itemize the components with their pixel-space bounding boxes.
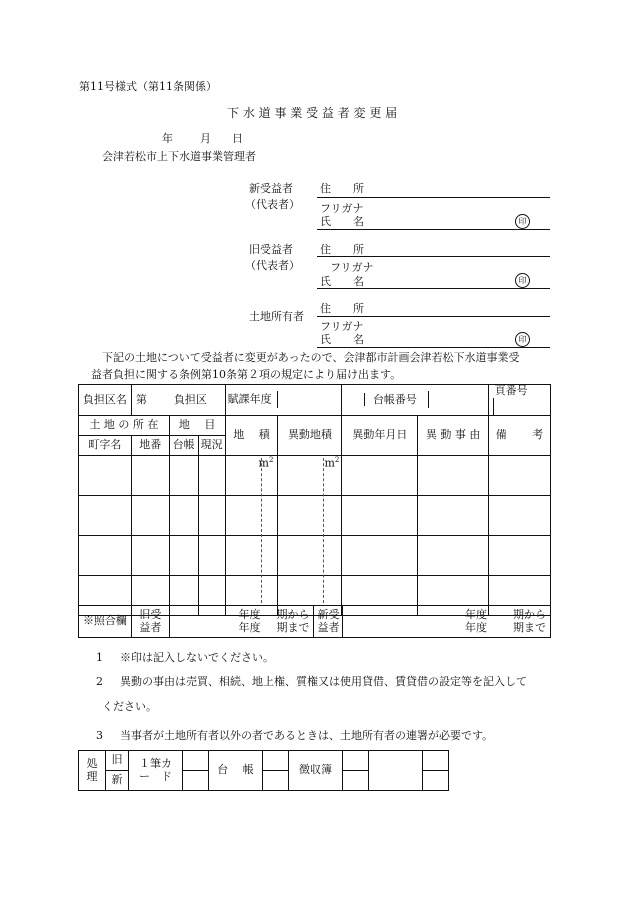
new-address-label: 住 所 [320,182,364,195]
landowner-address-line [317,316,550,317]
reference-label: ※照合欄 [79,606,132,638]
old-beneficiary-label: 旧受益者 [249,243,293,256]
land-category-header: 地 目 [169,415,225,435]
dai-label: 第 [135,392,147,406]
reference-table [78,605,551,638]
page-number-label: 頁番号 [494,384,528,397]
body-text-line-1: 下記の土地について受益者に変更があったので、会津都市計画会津若松下水道事業受 [102,351,520,364]
note-2b: ください。 [102,700,157,713]
remarks-header: 備 考 [489,415,551,455]
old-name-line [317,288,550,289]
land-location-header: 土 地 の 所 在 [79,415,170,435]
processing-new-label: 新 [106,771,129,791]
reference-new-period: 年度 期から 年度 期まで [343,606,551,638]
burden-area-label: 負担区 [173,392,207,406]
note-3: 当事者が土地所有者以外の者であるときは、土地所有者の連署が必要です。 [120,729,494,742]
old-address-line [317,256,550,257]
note-2a: 異動の事由は売買、相続、地上権、質権又は使用貸借、賃貸借の設定等を記入して [120,675,527,688]
changed-area-dashed-divider [323,458,324,603]
processing-ledger-label: 台 帳 [209,751,263,791]
new-name-label: 氏 名 [320,215,364,228]
new-name-line [317,229,550,230]
ledger-number-cell [342,385,489,416]
area-header: 地 積 [225,415,278,455]
area-unit: $m^2$ [225,455,278,495]
collection-book-label: 徴収簿 [289,751,343,791]
table-row [79,495,551,535]
old-seal-mark: 印 [515,273,530,288]
new-furigana-label: フリガナ [320,202,364,215]
burden-area-cell [131,385,225,416]
page-title: 下 水 道 事 業 受 益 者 変 更 届 [227,106,398,120]
old-address-label: 住 所 [320,243,364,256]
new-address-line [317,197,550,198]
burden-area-name-label: 負担区名 [79,385,132,416]
lot-number-header: 地番 [131,435,169,455]
landowner-furigana-label: フリガナ [320,320,364,333]
processing-old-label: 旧 [106,751,129,771]
changed-area-header: 異動地積 [278,415,342,455]
note-1-number: 1 [96,651,103,664]
date-year: 年 [162,132,173,145]
card-label: １筆カ ー ド [129,751,183,791]
addressee: 会津若松市上下水道事業管理者 [102,150,256,163]
current-category-header: 現況 [198,435,225,455]
area-dashed-divider [261,458,262,603]
reference-new-label: 新受 益者 [314,606,343,638]
new-seal-mark: 印 [515,214,530,229]
changed-area-unit: $m^2$ [278,455,342,495]
note-1: ※印は記入しないでください。 [120,651,274,664]
landowner-address-label: 住 所 [320,302,364,315]
new-beneficiary-label-sub: （代表者） [245,198,300,211]
landowner-label: 土地所有者 [249,310,304,323]
note-3-number: 3 [96,729,103,742]
land-info-table [78,384,551,616]
date-month: 月 [200,132,211,145]
landowner-seal-mark: 印 [515,332,530,347]
page-number-cell [489,385,551,416]
date-day: 日 [232,132,243,145]
table-row [79,535,551,575]
reference-old-period: 年度 期から 年度 期まで [169,606,314,638]
ledger-number-label: 台帳番号 [364,393,417,406]
table-row [79,455,551,495]
landowner-name-label: 氏 名 [320,333,364,346]
processing-table [78,750,449,791]
old-furigana-label: フリガナ [330,261,374,274]
assessment-year-label: 賦課年度 [227,392,272,406]
reference-old-label: 旧受 益者 [131,606,169,638]
processing-label: 処 理 [79,751,106,791]
landowner-name-line [317,347,550,348]
note-2-number: 2 [96,675,103,688]
change-reason-header: 異 動 事 由 [418,415,489,455]
form-number: 第11号様式（第11条関係） [79,80,217,93]
ledger-category-header: 台帳 [169,435,198,455]
old-name-label: 氏 名 [320,275,364,288]
old-beneficiary-label-sub: （代表者） [245,259,300,272]
change-date-header: 異動年月日 [342,415,418,455]
assessment-year-cell [225,385,342,416]
new-beneficiary-label: 新受益者 [249,182,293,195]
town-header: 町字名 [79,435,132,455]
body-text-line-2: 益者負担に関する条例第10条第２項の規定により届け出ます。 [91,368,402,381]
